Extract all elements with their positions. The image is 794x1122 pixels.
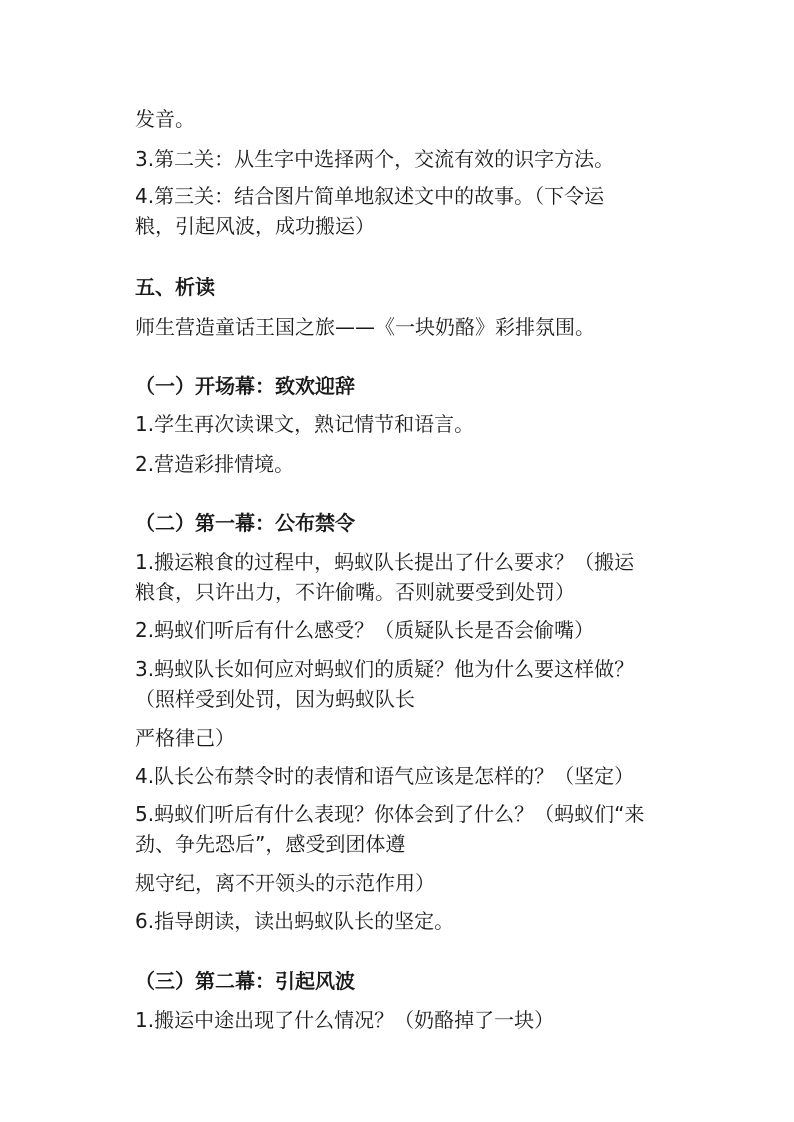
subsection-heading: （三）第二幕：引起风波 (135, 969, 355, 993)
text-line: 发音。 (135, 107, 195, 131)
text-line: 粮食，只许出力，不许偷嘴。否则就要受到处罚） (135, 580, 575, 604)
subsection-heading: （二）第一幕：公布禁令 (135, 511, 355, 535)
text-line: 2.营造彩排情境。 (135, 452, 295, 476)
text-line: 1.搬运粮食的过程中，蚂蚁队长提出了什么要求？（搬运 (135, 550, 635, 574)
text-line: 粮，引起风波，成功搬运） (135, 214, 375, 238)
text-line: 3.第二关：从生字中选择两个，交流有效的识字方法。 (135, 147, 615, 171)
text-line: 4.队长公布禁令时的表情和语气应该是怎样的？（坚定） (135, 764, 635, 788)
text-line: 严格律己） (135, 726, 235, 750)
text-line: 4.第三关：结合图片简单地叙述文中的故事。（下令运 (135, 184, 605, 208)
text-line: （照样受到处罚，因为蚂蚁队长 (135, 687, 415, 711)
text-line: 1.搬运中途出现了什么情况？（奶酪掉了一块） (135, 1008, 555, 1032)
text-line: 5.蚂蚁们听后有什么表现？你体会到了什么？（蚂蚁们“来 (135, 802, 645, 826)
text-line: 1.学生再次读课文，熟记情节和语言。 (135, 412, 475, 436)
section-heading: 五、析读 (135, 275, 215, 299)
text-line: 师生营造童话王国之旅——《一块奶酪》彩排氛围。 (135, 315, 595, 339)
subsection-heading: （一）开场幕：致欢迎辞 (135, 374, 355, 398)
text-line: 规守纪，离不开领头的示范作用） (135, 871, 435, 895)
text-line: 3.蚂蚁队长如何应对蚂蚁们的质疑？他为什么要这样做？ (135, 657, 635, 681)
text-line: 劲、争先恐后”，感受到团体遵 (135, 832, 406, 856)
text-line: 2.蚂蚁们听后有什么感受？（质疑队长是否会偷嘴） (135, 618, 595, 642)
text-line: 6.指导朗读，读出蚂蚁队长的坚定。 (135, 909, 455, 933)
